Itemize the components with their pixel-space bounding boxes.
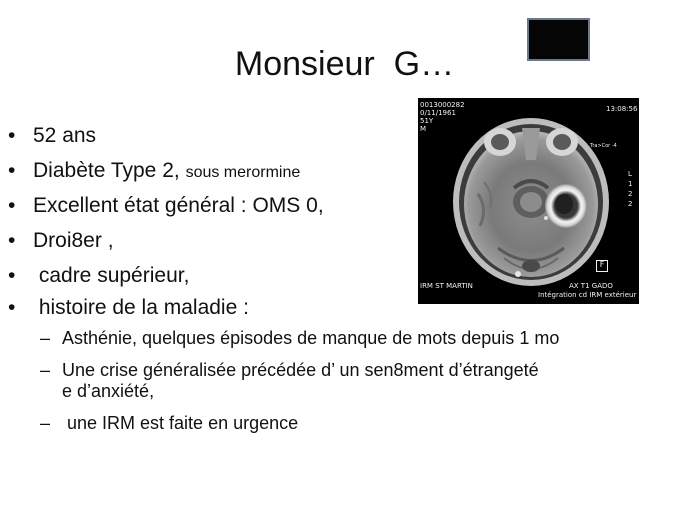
mri-age: 51Y	[420, 117, 434, 125]
bullet-dot: •	[8, 194, 16, 217]
sub-bullet-seizure-continued	[40, 380, 154, 402]
sub-bullet-dash: –	[40, 328, 51, 348]
mri-sequence: AX T1 GADO	[569, 282, 613, 290]
bullet-text: 52 ans	[33, 124, 97, 147]
sub-bullet-text: e d’anxiété,	[62, 381, 155, 401]
bullet-text: Diabète Type 2,	[33, 159, 186, 182]
bullet-text: cadre supérieur,	[33, 264, 190, 287]
bullet-handedness	[8, 228, 114, 254]
slide-title: Monsieur G…	[234, 45, 455, 83]
mri-patient-id: 0013000282	[420, 101, 465, 109]
mri-integration-note: Intégration cd IRM extérieur	[538, 291, 637, 299]
mri-scale-label: Tra>Cor -4	[590, 143, 617, 149]
brain-mri-image	[418, 98, 639, 304]
mri-scale-mark: 1	[628, 180, 633, 188]
sub-bullet-dash: –	[40, 413, 51, 433]
bullet-text: Excellent état général : OMS 0,	[33, 194, 324, 217]
bullet-text: histoire de la maladie :	[33, 296, 249, 319]
mri-scale-mark: L	[628, 170, 632, 178]
bullet-history	[8, 295, 249, 321]
bullet-age	[8, 123, 96, 149]
sub-bullet-mri	[40, 412, 298, 434]
mri-birth-date: 0/11/1961	[420, 109, 456, 117]
mri-time: 13:08:56	[606, 105, 638, 113]
brain-mri-drawing	[418, 98, 639, 304]
mri-scale-mark: 2	[628, 200, 633, 208]
sub-bullet-text: une IRM est faite en urgence	[62, 413, 299, 433]
sub-bullet-text: Une crise généralisée précédée d’ un sen8ment d’étrangeté	[62, 360, 539, 380]
sub-bullet-asthenia	[40, 327, 559, 349]
mri-institution: IRM ST MARTIN	[420, 282, 473, 290]
bullet-text: Droi8er ,	[33, 229, 114, 252]
bullet-occupation	[8, 263, 189, 289]
mri-sex: M	[420, 125, 427, 133]
bullet-dot: •	[8, 296, 16, 319]
bullet-dot: •	[8, 264, 16, 287]
bullet-dot: •	[8, 124, 16, 147]
bullet-treatment-note: sous merormine	[185, 164, 301, 181]
bullet-general-state	[8, 193, 324, 219]
bullet-dot: •	[8, 229, 16, 252]
mri-marker: F	[596, 260, 608, 272]
bullet-dot: •	[8, 159, 16, 182]
sub-bullet-seizure	[40, 359, 539, 381]
bullet-diabetes	[8, 158, 300, 186]
sub-bullet-text: Asthénie, quelques épisodes de manque de mots depuis 1 mo	[62, 328, 560, 348]
mri-scale-mark: 2	[628, 190, 633, 198]
sub-bullet-dash: –	[40, 360, 51, 380]
